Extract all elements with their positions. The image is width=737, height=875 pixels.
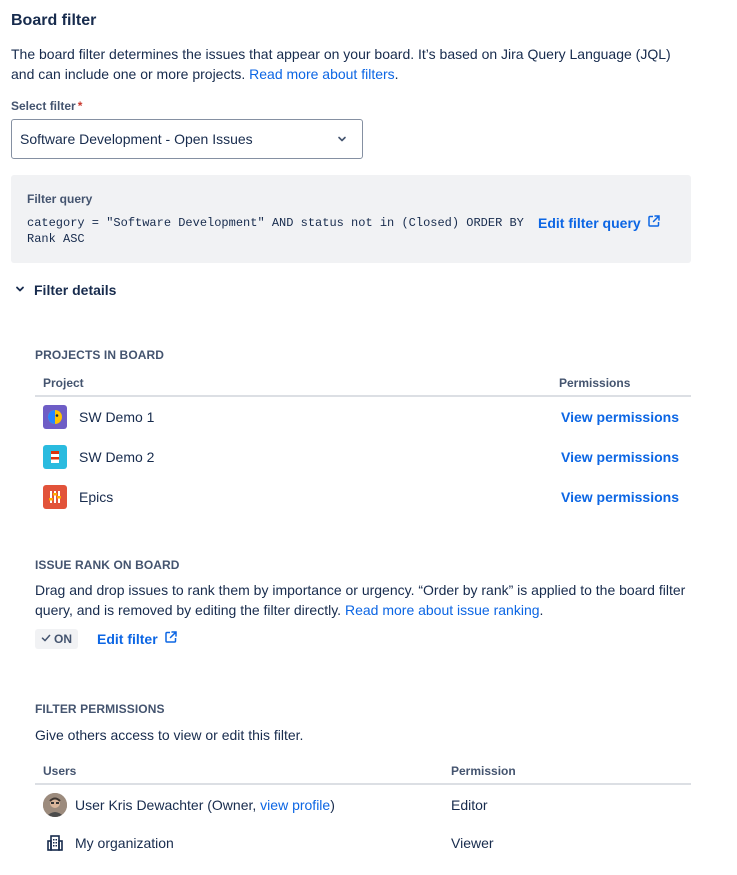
project-name: SW Demo 1 <box>79 409 155 425</box>
view-profile-link[interactable]: view profile <box>260 797 331 813</box>
permission-row <box>43 786 691 824</box>
project-column-header: Project <box>43 376 84 390</box>
read-more-issue-ranking-link[interactable]: Read more about issue ranking <box>344 602 540 618</box>
office-building-icon <box>43 831 67 855</box>
select-filter-label: Select filter * <box>11 99 83 113</box>
permission-value: Viewer <box>451 835 494 851</box>
project-avatar-cup-icon <box>43 445 67 469</box>
organization-name: My organization <box>75 835 174 851</box>
page-title: Board filter <box>11 12 97 29</box>
user-name: User Kris Dewachter (Owner, view profile) <box>75 797 335 813</box>
project-avatar-sliders-icon <box>43 485 67 509</box>
page-description: The board filter determines the issues that appear on your board. It’s based on Jira Query Language (JQL) and can include one or more projects. Read more about filters. <box>11 46 671 82</box>
edit-filter-link[interactable]: Edit filter <box>97 630 178 647</box>
view-permissions-link[interactable]: View permissions <box>560 409 679 425</box>
permissions-table-divider <box>35 783 691 785</box>
filter-query-jql: category = "Software Development" AND status not in (Closed) ORDER BY Rank ASC <box>27 216 524 246</box>
select-filter-value: Software Development - Open Issues <box>20 131 253 147</box>
read-more-filters-link[interactable]: Read more about filters <box>249 66 395 82</box>
permission-row <box>43 824 691 862</box>
user-avatar[interactable] <box>43 793 67 817</box>
project-name: SW Demo 2 <box>79 449 155 465</box>
project-row <box>43 397 691 437</box>
filter-details-label: Filter details <box>34 282 117 298</box>
chevron-down-icon <box>330 127 354 151</box>
rank-status-lozenge: ON <box>35 629 78 649</box>
permission-column-header: Permission <box>451 764 516 778</box>
chevron-down-icon <box>14 282 26 298</box>
select-filter-dropdown[interactable] <box>11 119 363 159</box>
project-name: Epics <box>79 489 114 505</box>
external-link-icon <box>164 630 178 647</box>
check-icon <box>41 632 51 646</box>
permissions-column-header: Permissions <box>559 376 631 390</box>
required-indicator: * <box>77 99 83 113</box>
filter-details-toggle[interactable] <box>14 282 116 298</box>
issue-rank-heading: ISSUE RANK ON BOARD <box>35 558 180 572</box>
users-column-header: Users <box>43 764 77 778</box>
projects-in-board-heading: PROJECTS IN BOARD <box>35 348 165 362</box>
project-row <box>43 437 691 477</box>
view-permissions-link[interactable]: View permissions <box>560 449 679 465</box>
filter-query-label: Filter query <box>27 192 93 206</box>
view-permissions-link[interactable]: View permissions <box>560 489 679 505</box>
issue-rank-description: Drag and drop issues to rank them by importance or urgency. “Order by rank” is applied to the board filter query, and is removed by editing the filter directly. Read more about issue ranking. <box>35 582 686 618</box>
permission-value: Editor <box>451 797 488 813</box>
project-row <box>43 477 691 517</box>
filter-permissions-heading: FILTER PERMISSIONS <box>35 702 165 716</box>
project-avatar-bird-icon <box>43 405 67 429</box>
edit-filter-query-link[interactable]: Edit filter query <box>538 214 661 231</box>
filter-permissions-description: Give others access to view or edit this filter. <box>35 727 304 743</box>
external-link-icon <box>647 214 661 231</box>
